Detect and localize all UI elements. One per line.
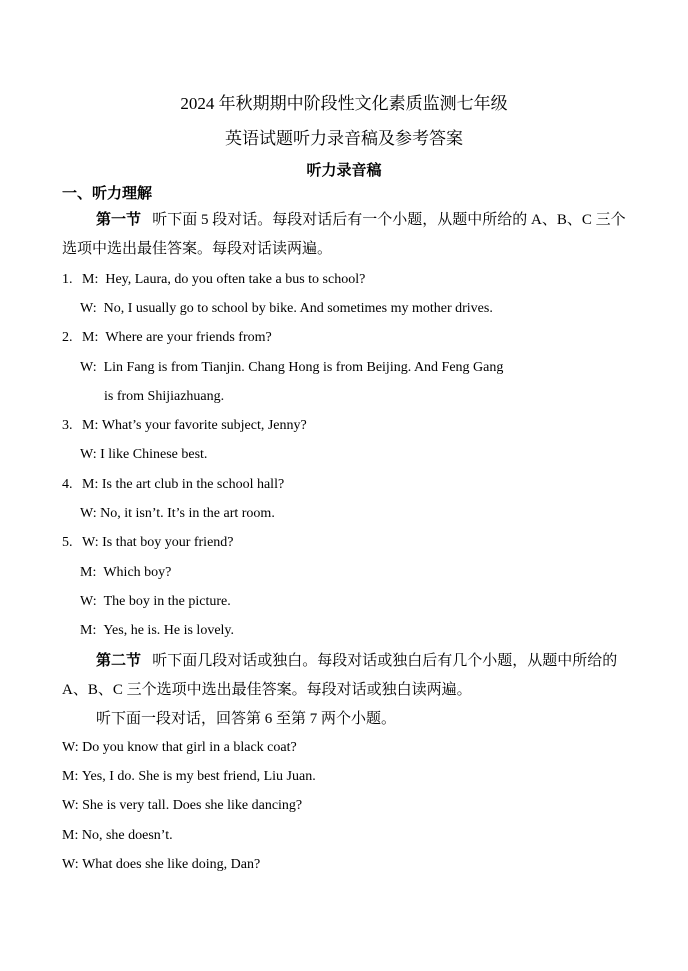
dialogue-number: 2.	[62, 330, 73, 345]
section-heading: 一、听力理解	[62, 186, 153, 202]
dialogue-text: Yes, I do. She is my best friend, Liu Juan.	[81, 769, 316, 784]
dialogue-5-line-4	[80, 623, 234, 639]
part1-text: 听下面 5 段对话。每段对话后有一个小题，从题中所给的 A、B、C 三个选项中选出最佳答案。每段对话读两遍。	[62, 212, 626, 257]
dialogue-text: Yes, he is. He is lovely.	[103, 623, 235, 638]
dialogue-text: Hey, Laura, do you often take a bus to school?	[105, 272, 366, 287]
title-line-2: 英语试题听力录音稿及参考答案	[225, 129, 463, 148]
dialogue-text: She is very tall. Does she like dancing?	[82, 798, 303, 813]
speaker-label: M:	[62, 769, 79, 784]
part1-label: 第一节	[96, 212, 142, 228]
dialogue-2-line-3	[104, 389, 224, 405]
speaker-label: W:	[62, 740, 79, 755]
part2-text: 听下面几段对话或独白。每段对话或独白后有几个小题，从题中所给的 A、B、C 三个选项中选出最佳答案。每段对话或独白读两遍。	[62, 653, 618, 698]
dialogue-1-line-1	[62, 272, 365, 288]
dialogue-2-line-1	[62, 330, 272, 346]
speaker-label: W:	[80, 506, 97, 521]
dialogue-6-line-2	[62, 769, 316, 785]
dialogue-6-line-1	[62, 740, 297, 756]
dialogue-5-line-2	[80, 565, 171, 581]
dialogue-number: 3.	[62, 418, 73, 433]
dialogue-6-line-3	[62, 798, 302, 814]
part2-subinstruction: 听下面一段对话，回答第 6 至第 7 两个小题。	[96, 711, 397, 727]
speaker-label: M:	[80, 565, 97, 580]
speaker-label: W:	[80, 447, 97, 462]
dialogue-text: No, I usually go to school by bike. And sometimes my mother drives.	[103, 301, 493, 316]
dialogue-5-line-1	[62, 535, 234, 551]
dialogue-number: 5.	[62, 535, 73, 550]
speaker-label: M:	[82, 272, 99, 287]
dialogue-text: I like Chinese best.	[100, 447, 208, 462]
dialogue-5-line-3	[80, 594, 231, 610]
dialogue-4-line-2	[80, 506, 275, 522]
speaker-label: M:	[62, 828, 79, 843]
speaker-label: W:	[80, 360, 97, 375]
dialogue-text: No, it isn’t. It’s in the art room.	[100, 506, 275, 521]
speaker-label: W:	[62, 798, 79, 813]
dialogue-6-line-4	[62, 828, 173, 844]
dialogue-text: is from Shijiazhuang.	[104, 389, 225, 404]
dialogue-text: Is that boy your friend?	[102, 535, 234, 550]
speaker-label: W:	[62, 857, 79, 872]
dialogue-1-line-2	[80, 301, 493, 317]
dialogue-number: 1.	[62, 272, 73, 287]
dialogue-text: What does she like doing, Dan?	[82, 857, 261, 872]
speaker-label: W:	[80, 301, 97, 316]
speaker-label: M:	[80, 623, 97, 638]
dialogue-text: What’s your favorite subject, Jenny?	[101, 418, 307, 433]
part2-instruction	[62, 647, 628, 705]
dialogue-text: No, she doesn’t.	[81, 828, 173, 843]
dialogue-6-line-5	[62, 857, 260, 873]
speaker-label: M:	[82, 418, 99, 433]
dialogue-3-line-1	[62, 418, 307, 434]
dialogue-text: Do you know that girl in a black coat?	[82, 740, 297, 755]
dialogue-3-line-2	[80, 447, 207, 463]
speaker-label: W:	[82, 535, 99, 550]
speaker-label: M:	[82, 477, 99, 492]
subtitle: 听力录音稿	[306, 163, 382, 179]
part2-label: 第二节	[96, 653, 142, 669]
dialogue-text: The boy in the picture.	[103, 594, 231, 609]
title-line-1: 2024 年秋期期中阶段性文化素质监测七年级	[180, 94, 508, 113]
dialogue-number: 4.	[62, 477, 73, 492]
dialogue-4-line-1	[62, 477, 284, 493]
speaker-label: M:	[82, 330, 99, 345]
dialogue-text: Which boy?	[103, 565, 172, 580]
part1-instruction	[62, 206, 628, 264]
speaker-label: W:	[80, 594, 97, 609]
dialogue-text: Is the art club in the school hall?	[101, 477, 285, 492]
dialogue-2-line-2	[80, 360, 503, 376]
dialogue-text: Lin Fang is from Tianjin. Chang Hong is from Beijing. And Feng Gang	[103, 360, 504, 375]
dialogue-text: Where are your friends from?	[105, 330, 272, 345]
